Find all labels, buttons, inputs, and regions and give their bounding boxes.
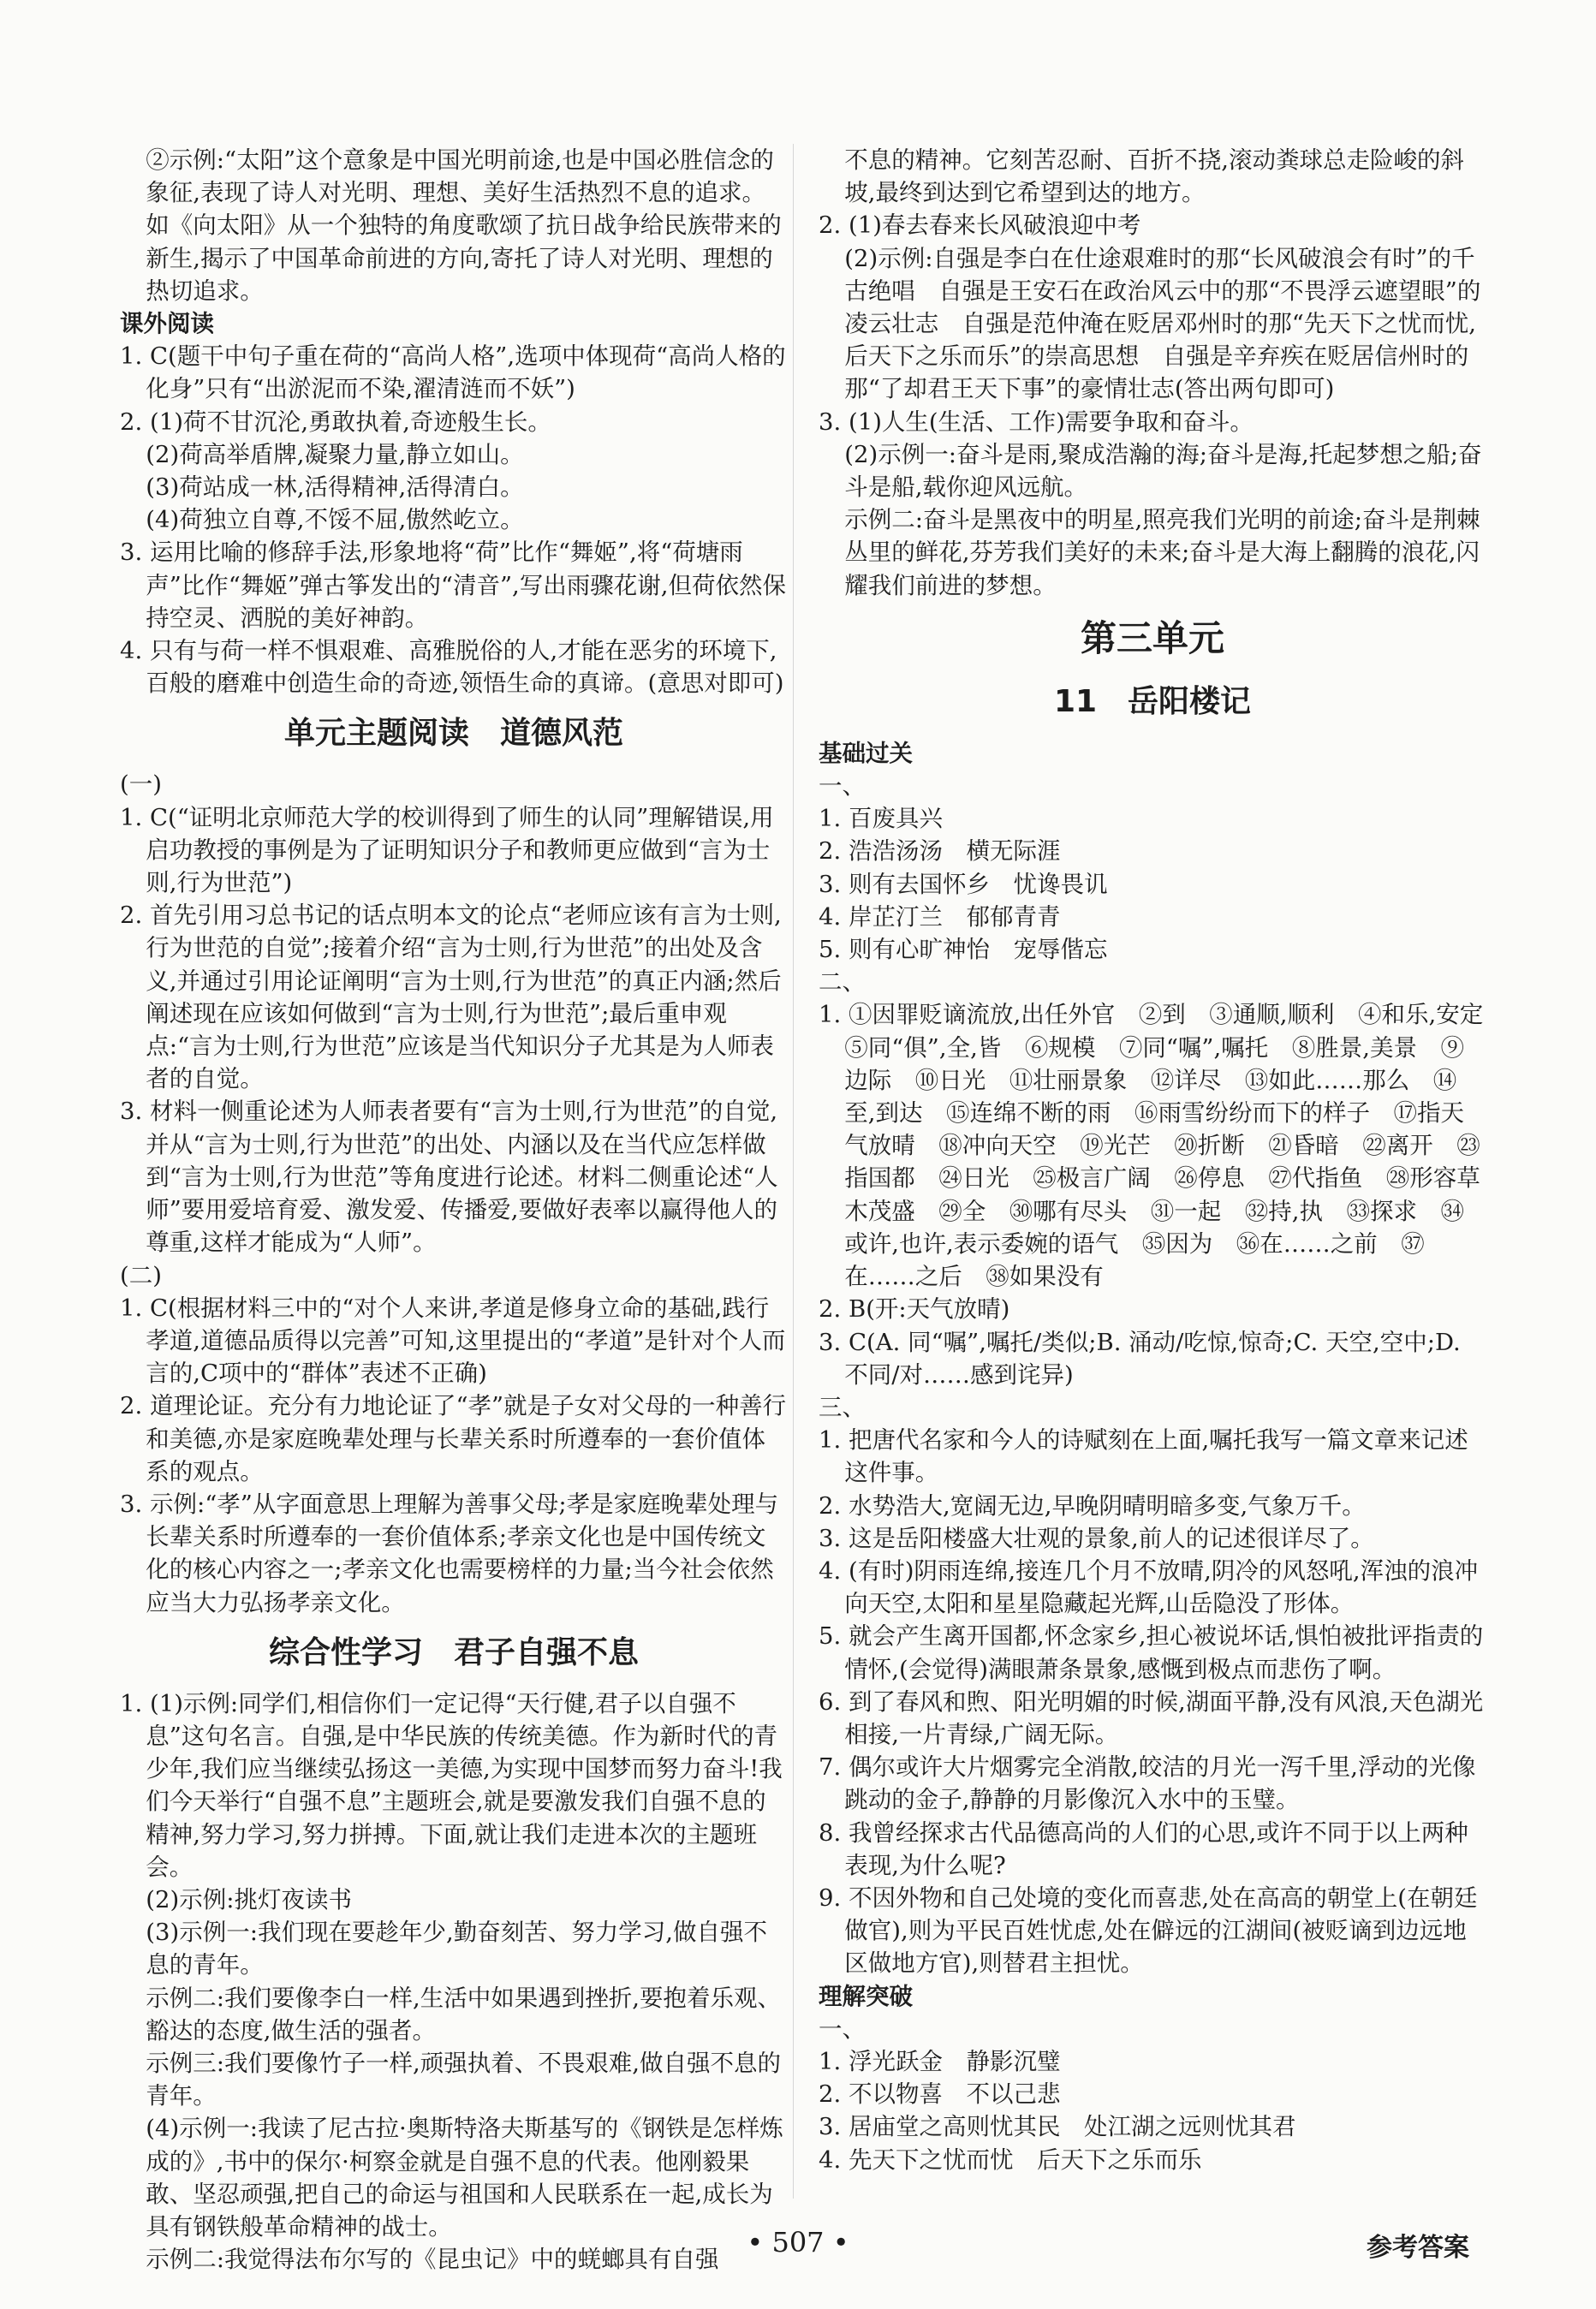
answer-item: 1. 百废具兴 [819,805,943,833]
answer-subitem: (2)示例:挑灯夜读书 [146,1885,352,1913]
answer-subitem: 示例二:我觉得法布尔写的《昆虫记》中的蜣螂具有自强 [146,2246,719,2274]
answer-item: 2. 水势浩大,宽阔无边,早晚阴晴明暗多变,气象万千。 [819,1491,1366,1520]
subsection-marker: (二) [120,1261,162,1289]
answer-subitem: (2)荷高举盾牌,凝聚力量,静立如山。 [146,440,524,468]
answer-subitem: (4)示例一:我读了尼古拉·奥斯特洛夫斯基写的《钢铁是怎样炼成的》,书中的保尔·柯察金就是自强不息的代表。他刚毅果敢、坚忍顽强,把自己的命运与祖国和人民联系在一起,成长为具有钢铁般革命精神的战士。 [146,2115,783,2241]
column-divider [793,144,794,2199]
answer-item: 2. 浩浩汤汤 横无际涯 [819,837,1061,866]
section-label-extracurricular-reading: 课外阅读 [120,310,214,338]
answer-subitem: 示例三:我们要像竹子一样,顽强执着、不畏艰难,做自强不息的青年。 [146,2049,781,2110]
answer-item: 5. 则有心旷神怡 宠辱偕忘 [819,936,1108,964]
answer-item: 9. 不因外物和自己处境的变化而喜悲,处在高高的朝堂上(在朝廷做官),则为平民百姓忧虑,处在僻远的江湖间(被贬谪到边远地区做地方官),则替君主担忧。 [819,1884,1478,1978]
answer-item: 2. 不以物喜 不以己悲 [819,2080,1061,2109]
answer-item: 3. 示例:“孝”从字面意思上理解为善事父母;孝是家庭晚辈处理与长辈关系时所遵奉的一套价值体系;孝亲文化也是中国传统文化的核心内容之一;孝亲文化也需要榜样的力量;当今社会依然应当大力弘扬孝亲文化。 [120,1490,779,1616]
answer-item: 1. C(根据材料三中的“对个人来讲,孝道是修身立命的基础,践行孝道,道德品质得以完善”可知,这里提出的“孝道”是针对个人而言的,C项中的“群体”表述不正确) [120,1294,786,1388]
answer-item: 1. 把唐代名家和今人的诗赋刻在上面,嘱托我写一篇文章来记述这件事。 [819,1426,1468,1487]
answer-item: 4. (有时)阴雨连绵,接连几个月不放晴,阴冷的风怒吼,浑浊的浪冲向天空,太阳和星星隐藏起光辉,山岳隐没了形体。 [819,1556,1479,1618]
answer-item: 4. 先天下之忧而忧 后天下之乐而乐 [819,2145,1202,2174]
unit-title: 第三单元 [1080,616,1224,659]
subsection-marker: 二、 [819,968,866,997]
answer-item: 1. C(题干中句子重在荷的“高尚人格”,选项中体现荷“高尚人格的化身”只有“出淤泥而不染,濯清涟而不妖”) [120,342,786,403]
subsection-marker: 一、 [819,2014,866,2043]
answer-item: 3. 运用比喻的修辞手法,形象地将“荷”比作“舞姬”,将“荷塘雨声”比作“舞姬”弹古筝发出的“清音”,写出雨骤花谢,但荷依然保持空灵、洒脱的美好神韵。 [120,539,787,632]
answer-subitem: 示例二:奋斗是黑夜中的明星,照亮我们光明的前途;奋斗是荆棘丛里的鲜花,芬芳我们美好的未来;奋斗是大海上翻腾的浪花,闪耀我们前进的梦想。 [844,506,1480,599]
subsection-marker: (一) [120,771,162,799]
answer-subitem: (2)示例一:奋斗是雨,聚成浩瀚的海;奋斗是海,托起梦想之船;奋斗是船,载你迎风远航。 [844,440,1482,502]
subsection-marker: 三、 [819,1393,866,1421]
answer-item: 3. 居庙堂之高则忧其民 处江湖之远则忧其君 [819,2113,1296,2141]
answer-item: 5. 就会产生离开国都,怀念家乡,担心被说坏话,惧怕被批评指责的情怀,(会觉得)满眼萧条景象,感慨到极点而悲伤了啊。 [819,1622,1484,1683]
answer-subitem: (3)示例一:我们现在要趁年少,勤奋刻苦、努力学习,做自强不息的青年。 [146,1919,767,1979]
subsection-marker: 一、 [819,772,866,800]
intro-paragraph: ②示例:“太阳”这个意象是中国光明前途,也是中国必胜信念的象征,表现了诗人对光明、理想、美好生活热烈不息的追求。如《向太阳》从一个独特的角度歌颂了抗日战争给民族带来的新生,揭示了中国革命前进的方向,寄托了诗人对光明、理想的热切追求。 [146,146,782,305]
answer-subitem: (2)示例:自强是李白在仕途艰难时的那“长风破浪会有时”的千古绝唱 自强是王安石在政治风云中的那“不畏浮云遮望眼”的凌云壮志 自强是范仲淹在贬居邓州时的那“先天下之忧而忧,后天下之乐而乐”的崇高思想 自强是辛弃疾在贬居信州时的那“了却君王天下事”的豪情壮志(答出两句即可) [844,244,1481,403]
lesson-title: 11 岳阳楼记 [1053,683,1252,719]
footer-label: 参考答案 [1367,2233,1469,2263]
answer-item: 7. 偶尔或许大片烟雾完全消散,皎洁的月光一泻千里,浮动的光像跳动的金子,静静的月影像沉入水中的玉璧。 [819,1753,1476,1814]
answer-item: 1. (1)示例:同学们,相信你们一定记得“天行健,君子以自强不息”这句名言。自强,是中华民族的传统美德。作为新时代的青少年,我们应当继续弘扬这一美德,为实现中国梦而努力奋斗!我们今天举行“自强不息”主题班会,就是要激发我们自强不息的精神,努力学习,努力拼搏。下面,就让我们走进本次的主题班会。 [120,1689,783,1881]
answer-item: 2. 首先引用习总书记的话点明本文的论点“老师应该有言为士则,行为世范的自觉”;接着介绍“言为士则,行为世范”的出处及含义,并通过引用论证阐明“言为士则,行为世范”的真正内涵;然后阐述现在应该如何做到“言为士则,行为世范”;最后重申观点:“言为士则,行为世范”应该是当代知识分子尤其是为人师表者的自觉。 [120,902,782,1093]
answer-item: 1. C(“证明北京师范大学的校训得到了师生的认同”理解错误,用启功教授的事例是为了证明知识分子和教师更应做到“言为士则,行为世范”) [120,803,774,897]
answer-item: 2. (1)荷不甘沉沦,勇敢执着,奇迹般生长。 [120,408,551,436]
answer-item: 2. 道理论证。充分有力地论证了“孝”就是子女对父母的一种善行和美德,亦是家庭晚辈处理与长辈关系时所遵奉的一套价值体系的观点。 [120,1392,787,1485]
answer-item: 3. C(A. 同“嘱”,嘱托/类似;B. 涌动/吃惊,惊奇;C. 天空,空中;D. 不同/对……感到诧异) [819,1328,1461,1389]
answer-subitem: 示例二:我们要像李白一样,生活中如果遇到挫折,要抱着乐观、豁达的态度,做生活的强者。 [146,1984,781,2044]
answer-item: 1. 浮光跃金 静影沉璧 [819,2047,1061,2075]
answer-subitem: (3)荷站成一林,活得精神,活得清白。 [146,473,524,502]
answer-item: 3. (1)人生(生活、工作)需要争取和奋斗。 [819,408,1254,436]
answer-item: 4. 岸芷汀兰 郁郁青青 [819,902,1061,931]
answer-subitem: (4)荷独立自尊,不馁不屈,傲然屹立。 [146,506,524,534]
answer-item: 3. 则有去国怀乡 忧谗畏讥 [819,870,1108,898]
section-title-self-improvement: 综合性学习 君子自强不息 [268,1634,639,1670]
answer-item: 6. 到了春风和煦、阳光明媚的时候,湖面平静,没有风浪,天色湖光相接,一片青绿,广阔无际。 [819,1687,1484,1748]
answer-item: 2. B(开:天气放晴) [819,1295,1010,1324]
answer-item: 3. 材料一侧重论述为人师表者要有“言为士则,行为世范”的自觉,并从“言为士则,行为世范”的出处、内涵以及在当代应怎样做到“言为士则,行为世范”等角度进行论述。材料二侧重论述“人师”要用爱培育爱、激发爱、传播爱,要做好表率以赢得他人的尊重,这样才能成为“人师”。 [120,1098,778,1257]
continued-paragraph: 不息的精神。它刻苦忍耐、百折不挠,滚动粪球总走险峻的斜坡,最终到达到它希望到达的地方。 [844,146,1464,207]
answer-item: 3. 这是岳阳楼盛大壮观的景象,前人的记述很详尽了。 [819,1524,1374,1552]
section-label-comprehension: 理解突破 [819,1982,913,2010]
answer-item: 2. (1)春去春来长风破浪迎中考 [819,211,1141,240]
left-column [120,144,788,2276]
answer-item: 1. ①因罪贬谪流放,出任外官 ②到 ③通顺,顺利 ④和乐,安定 ⑤同“俱”,全,皆 ⑥规模 ⑦同“嘱”,嘱托 ⑧胜景,美景 ⑨边际 ⑩日光 ⑪壮丽景象 ⑫详尽 ⑬如此……那么 ⑭至,到达 ⑮连绵不断的雨 ⑯雨雪纷纷而下的样子 ⑰指天气放晴 ⑱冲向天空 ⑲光芒 ⑳折断 ㉑昏暗 ㉒离开 ㉓指国都 ㉔日光 ㉕极言广阔 ㉖停息 ㉗代指鱼 ㉘形容草木茂盛 ㉙全 ㉚哪有尽头 ㉛一起 ㉜持,执 ㉝探求 ㉞或许,也许,表示委婉的语气 ㉟因为 ㊱在……之前 ㊲在……之后 ㊳如果没有 [819,1001,1507,1291]
section-title-moral-example: 单元主题阅读 道德风范 [283,716,623,752]
section-label-basics: 基础过关 [819,739,913,767]
answer-item: 8. 我曾经探求古代品德高尚的人们的心思,或许不同于以上两种表现,为什么呢? [819,1818,1468,1879]
answer-item: 4. 只有与荷一样不惧艰难、高雅脱俗的人,才能在恶劣的环境下,百般的磨难中创造生命的奇迹,领悟生命的真谛。(意思对即可) [120,637,784,698]
page-number: • 507 • [747,2226,849,2258]
right-column [819,144,1507,2176]
